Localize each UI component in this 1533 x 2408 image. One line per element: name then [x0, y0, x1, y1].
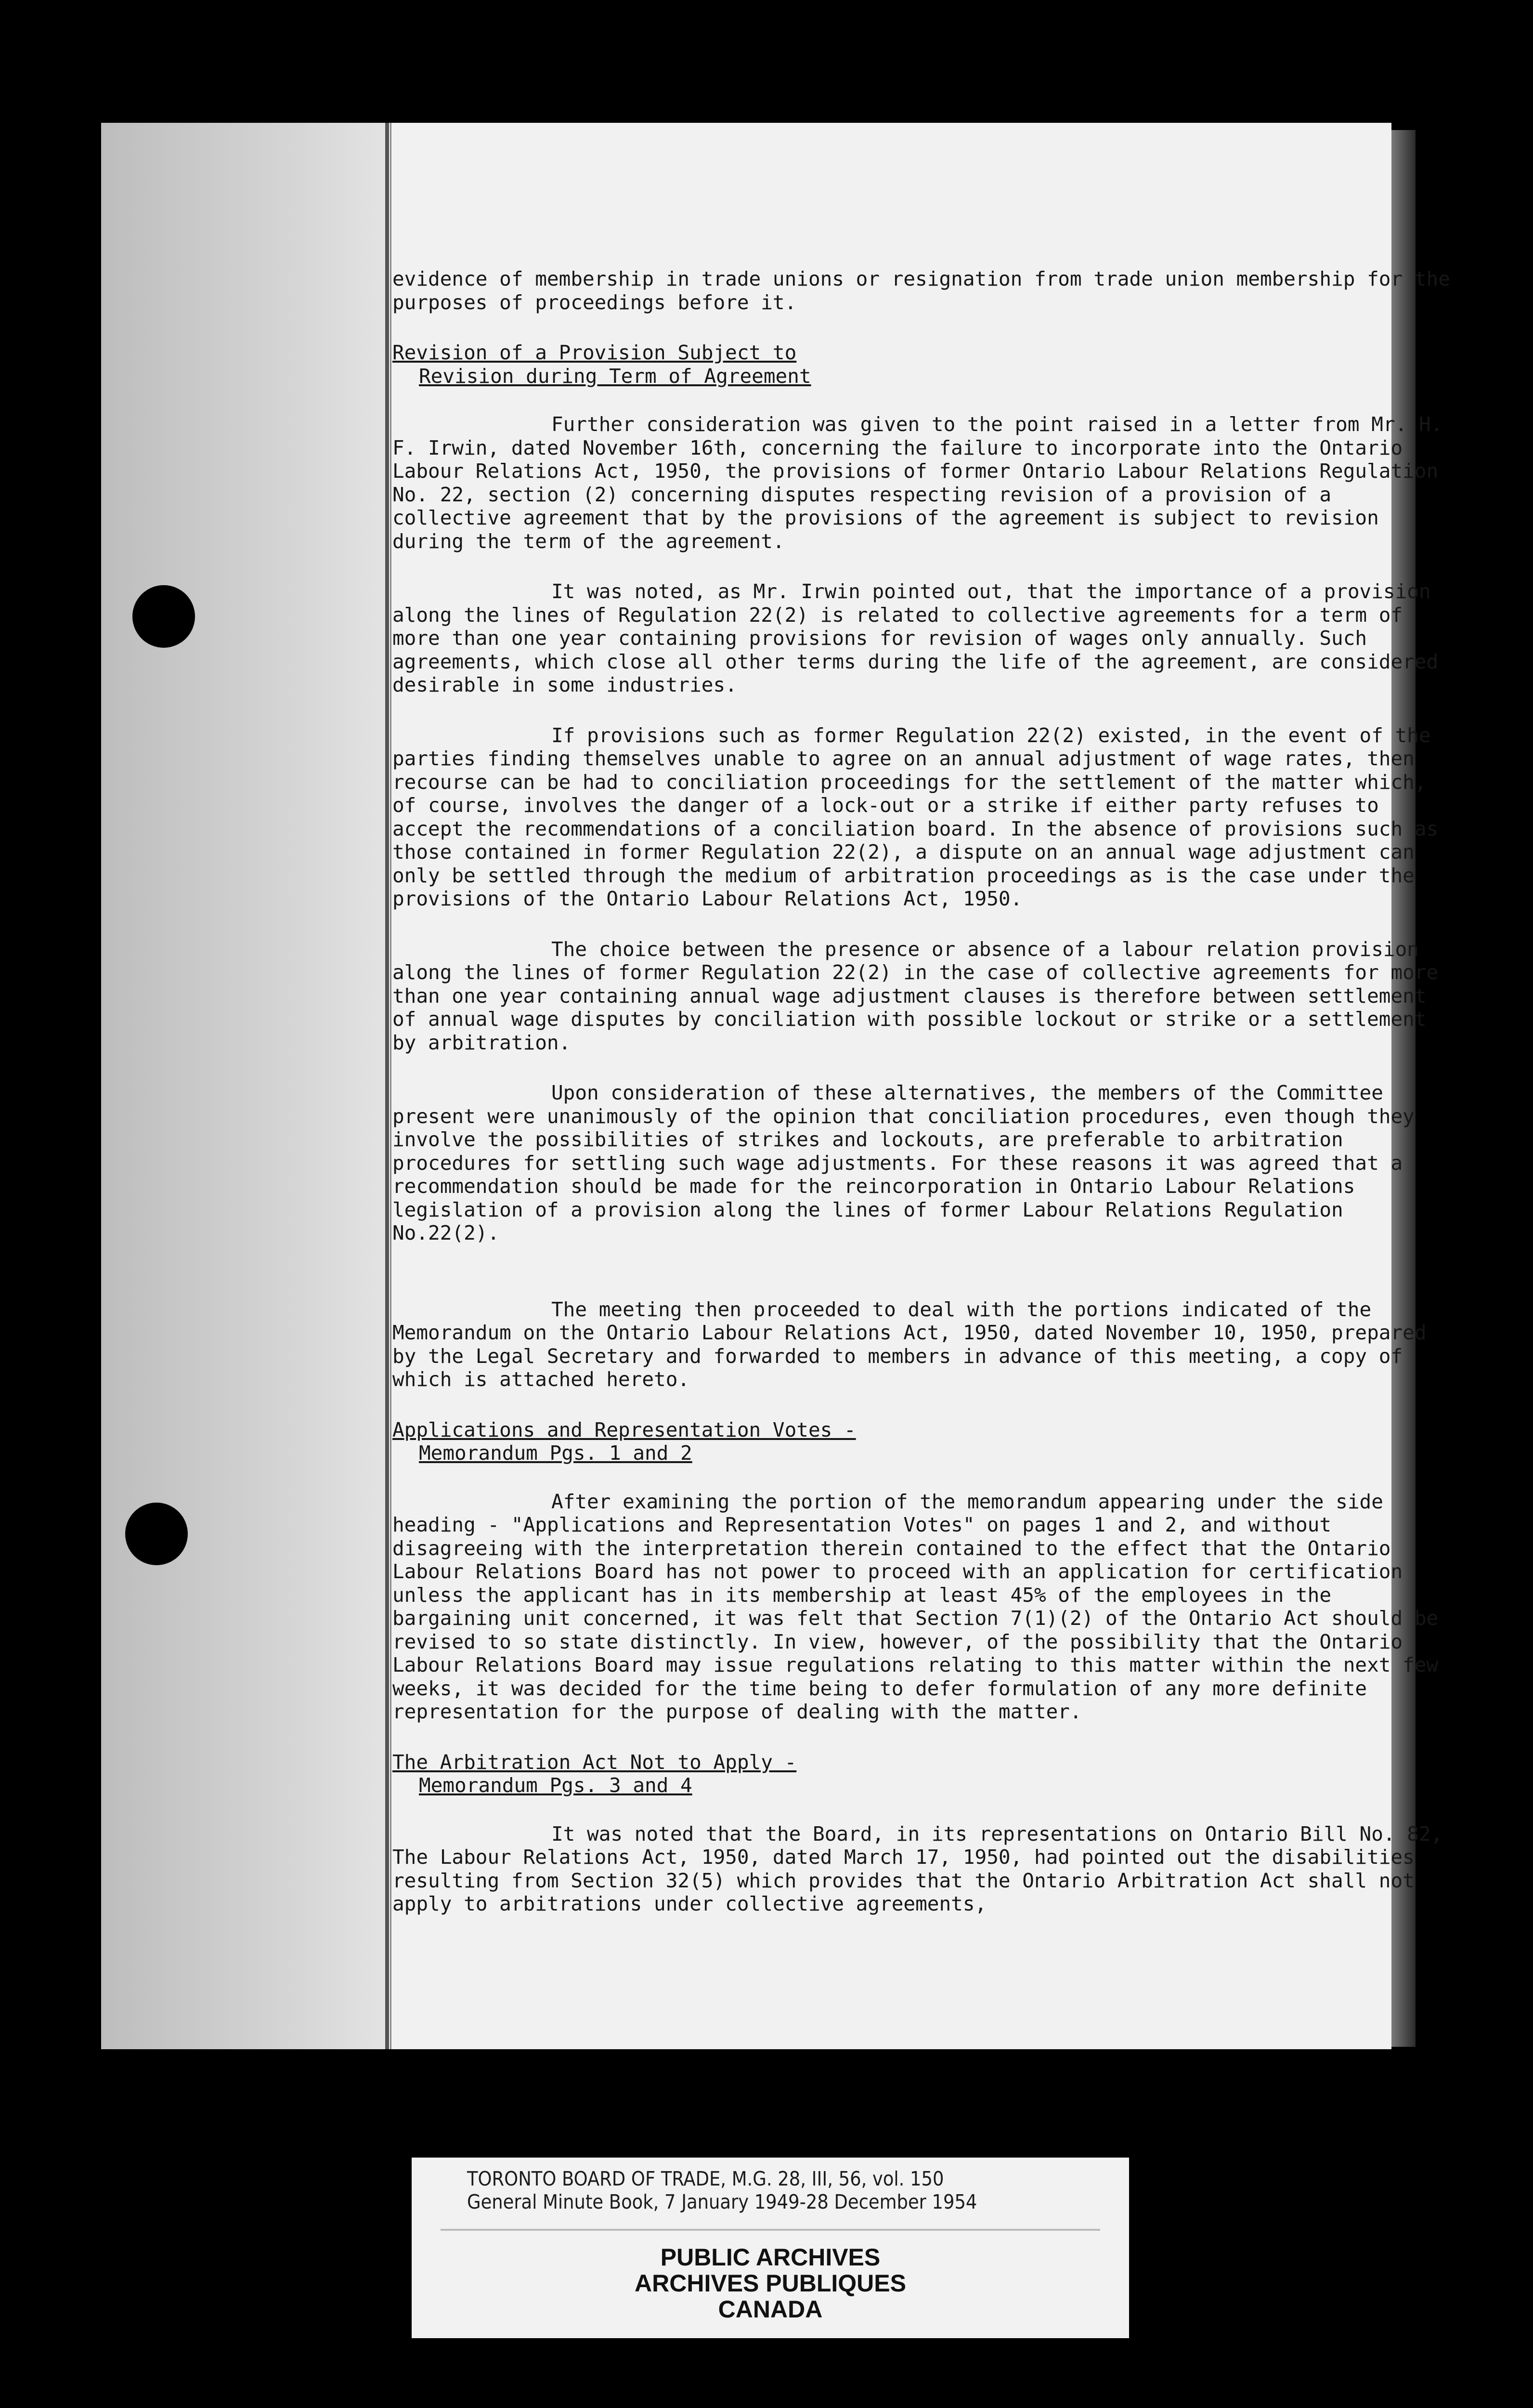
paragraph: If provisions such as former Regulation 22(2) existed, in the event of the parties finding themselves unable to agree on an annual adjustment of wage rates, then recourse can be had to conciliation proceedings for the settlement of the matter which, of course, involves the danger of a lock-out or a strike if either party refuses to accept the recommendations of a conciliation board. In the absence of provisions such as those contained in former Regulation 22(2), a dispute on an annual wage adjustment can only be settled through the medium of arbitration proceedings as is the case under the provisions of the Ontario Labour Relations Act, 1950.: [392, 723, 1439, 910]
document-body: [392, 267, 1456, 1943]
archive-label: CANADA: [718, 2296, 823, 2323]
punch-hole-top: [132, 585, 195, 648]
document-page: [101, 123, 1450, 2049]
paragraph: The choice between the presence or absence of a labour relation provision along the lines of former Regulation 22(2) in the case of collective agreements for more than one year containing annual wage adjustment clauses is therefore between settlement of annual wage disputes by conciliation with possible lockout or strike or a settlement by arbitration.: [392, 937, 1439, 1054]
section-heading: [392, 341, 1456, 388]
paragraph: It was noted, as Mr. Irwin pointed out, that the importance of a provision along the lines of Regulation 22(2) is related to collective agreements for a term of more than one year containing provisions for revision of wages only annually. Such agreements, which close all other terms during the life of the agreement, are considered desirable in some industries.: [392, 580, 1439, 696]
margin-rule: [385, 123, 389, 2049]
heading-line: Memorandum Pgs. 3 and 4: [419, 1774, 692, 1797]
paragraph: evidence of membership in trade unions or resignation from trade union membership for the purposes of proceedings before it.: [392, 267, 1450, 314]
punch-hole-bottom: [125, 1503, 188, 1565]
section-heading: [392, 1418, 1456, 1465]
heading-line: Revision during Term of Agreement: [419, 364, 811, 388]
heading-line: Revision of a Provision Subject to: [392, 341, 797, 364]
paragraph: Further consideration was given to the point raised in a letter from Mr. H. F. Irwin, dated November 16th, concerning the failure to incorporate into the Ontario Labour Relations Act, 1950, the provisions of former Ontario Labour Relations Regulation No. 22, section (2) concerning disputes respecting revision of a provision of a collective agreement that by the provisions of the agreement is subject to revision during the term of the agreement.: [392, 413, 1443, 553]
margin-rule-secondary: [390, 123, 391, 2049]
heading-line: The Arbitration Act Not to Apply -: [392, 1750, 797, 1774]
archive-label: PUBLIC ARCHIVES: [660, 2244, 881, 2271]
archive-reference-card: [412, 2158, 1129, 2338]
heading-line: Memorandum Pgs. 1 and 2: [419, 1441, 692, 1465]
reference-line: General Minute Book, 7 January 1949-28 December 1954: [467, 2190, 977, 2213]
archive-label: ARCHIVES PUBLIQUES: [635, 2270, 906, 2297]
paragraph: After examining the portion of the memorandum appearing under the side heading - "Applications and Representation Votes" on pages 1 and 2, and without disagreeing with the interpretation therein contained to the effect that the Ontario Labour Relations Board has not power to proceed with an application for certification unless the applicant has in its membership at least 45% of the employees in the bargaining unit concerned, it was felt that Section 7(1)(2) of the Ontario Act should be revised to so state distinctly. In view, however, of the possibility that the Ontario Labour Relations Board may issue regulations relating to this matter within the next few weeks, it was decided for the time being to defer formulation of any more definite representation for the purpose of dealing with the matter.: [392, 1490, 1439, 1723]
binding-gutter: [101, 123, 385, 2049]
section-heading: [392, 1751, 1456, 1797]
heading-line: Applications and Representation Votes -: [392, 1418, 856, 1441]
paragraph: It was noted that the Board, in its representations on Ontario Bill No. 82, The Labour Relations Act, 1950, dated March 17, 1950, had pointed out the disabilities resulting from Section 32(5) which provides that the Ontario Arbitration Act shall not apply to arbitrations under collective agreements,: [392, 1822, 1443, 1915]
reference-line: TORONTO BOARD OF TRADE, M.G. 28, III, 56, vol. 150: [467, 2167, 944, 2190]
paragraph: The meeting then proceeded to deal with the portions indicated of the Memorandum on the Ontario Labour Relations Act, 1950, dated November 10, 1950, prepared by the Legal Secretary and forwarded to members in advance of this meeting, a copy of which is attached hereto.: [392, 1297, 1427, 1391]
card-divider: [441, 2229, 1100, 2231]
paragraph: Upon consideration of these alternatives, the members of the Committee present were unanimously of the opinion that conciliation procedures, even though they involve the possibilities of strikes and lockouts, are preferable to arbitration procedures for settling such wage adjustments. For these reasons it was agreed that a recommendation should be made for the reincorporation in Ontario Labour Relations legislation of a provision along the lines of former Labour Relations Regulation No.22(2).: [392, 1081, 1415, 1244]
archive-reference: [467, 2167, 1112, 2213]
